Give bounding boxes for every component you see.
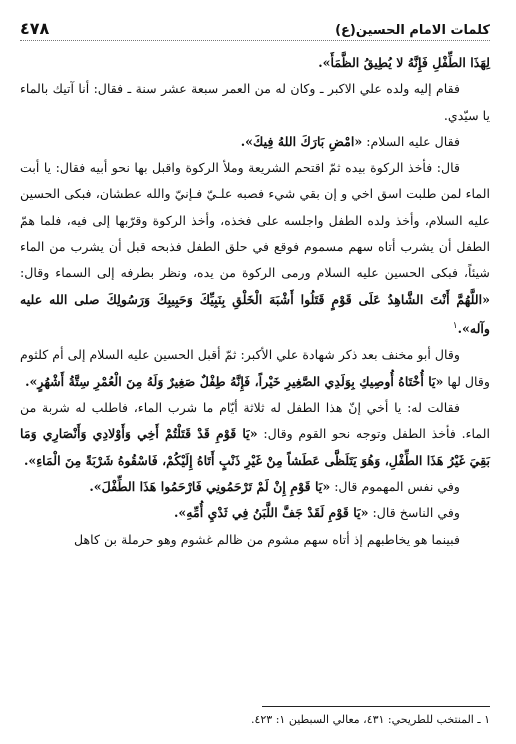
paragraph-3: [20, 129, 490, 155]
paragraph-4: [20, 155, 490, 342]
paragraph-7-text: وفي نفس المهموم قال:: [330, 478, 460, 494]
quote-5: «يَا أُخْتَاهُ أُوصِيكِ بِوَلَدِي الصَّغِيرِ خَيْراً، فَإِنَّهُ طِفْلٌ صَغِيرٌ وَلَهُ مِنَ الْعُمْرِ سِتَّةُ أَشْهُرٍ».: [25, 373, 444, 389]
page-header: [20, 14, 490, 41]
footnote-marker: ١: [452, 320, 458, 331]
paragraph-2: فقام إليه ولده علي الاكبر ـ وكان له من العمر سبعة عشر سنة ـ فقال: أنا آتيك بالماء يا سيّدي.: [20, 81, 490, 123]
paragraph-5-text: وقال أبو مخنف بعد ذكر شهادة علي الأكبر: ثمّ أقبل الحسين عليه السلام إلى أم كلثوم وقال لها: [20, 347, 490, 389]
paragraph-4-text: قال: فأخذ الركوة بيده ثمّ اقتحم الشريعة وملأ الركوة واقبل بها نحو أبيه فقال: يا أبت الماء لمن طلبت اسق اخي و إن بقي شيء فصبه علـيّ فـإنيّ والله عطشان، فبكى الحسين عليه السلام، وأخذ ولده الطفل واجلسه على فخذه، وأخذ الركوة وقرّبها إلى فيه، فلما همّ الطفل أن يشرب أتاه سهم مسموم فوقع في حلق الطفل فذبحه قبل أن يشرب من الماء شيئاً، فبكى الحسين عليه السلام ورمى الركوة من يده، ونظر بطرفه إلى السماء وقال:: [20, 160, 490, 281]
footnote-divider: [262, 706, 490, 707]
paragraph-5: [20, 342, 490, 395]
paragraph-8: [20, 500, 490, 526]
paragraph-1: [20, 50, 490, 76]
paragraph-9: فبينما هو يخاطبهم إذ أتاه سهم مشوم من ظالم غشوم وهو حرملة بن كاهل: [73, 531, 460, 547]
body-text: [20, 50, 490, 553]
quote-4: «اللَّهُمَّ أَنْتَ الشَّاهِدُ عَلَى قَوْمٍ قَتَلُوا أَشْبَهَ الْخَلْقِ بِنَبِيِّكَ وَحَبِيبِكَ وَرَسُولِكَ صلى الله عليه وآله».: [20, 291, 490, 337]
quote-6: «يَا قَوْمِ قَدْ قَتَلْتُمْ أَخِي وَأَوْلادِي وَأَنْصَارِي وَمَا بَقِيَ غَيْرُ هَذَا الطِّفْلِ، وَهُوَ يَتَلَظَّى عَطَشاً مِنْ غَيْرِ ذَنْبٍ أَتَاهُ إِلَيْكُمْ، فَاسْقُوهُ شَرْبَةً مِنَ الْمَاءِ».: [20, 426, 490, 468]
quote-8: «يَا قَوْمِ لَقَدْ جَفَّ اللَّبَنُ فِي ثَدْيِ أُمِّهِ».: [173, 505, 369, 521]
quote-3: «امْضِ بَارَكَ اللهُ فِيكَ».: [240, 133, 363, 149]
paragraph-8-text: وفي الناسخ قال:: [368, 505, 460, 521]
paragraph-3-text: فقال عليه السلام:: [362, 133, 460, 149]
page-number: ٤٧٨: [20, 19, 50, 38]
running-title: كلمات الامام الحسين(ع): [335, 23, 490, 38]
quote-1: لِهَذَا الطِّفْلِ فَإِنَّهُ لا يُطِيقُ الظَّمَأَ».: [318, 55, 490, 70]
paragraph-6-text: فقالت له: يا أخي إنّ هذا الطفل له ثلاثة أيّام ما شرب الماء، فاطلب له شربة من الماء. فأخذ الطفل وتوجه نحو القوم وقال:: [20, 400, 490, 442]
paragraph-6: [20, 395, 490, 474]
quote-7: «يَا قَوْمِ إِنْ لَمْ تَرْحَمُونِي فَارْحَمُوا هَذَا الطِّفْلَ».: [89, 478, 331, 494]
footnote: ١ ـ المنتخب للطريحي: ٤٣١، معالي السبطين ١: ٤٢٣.: [250, 713, 490, 726]
paragraph-7: [20, 474, 490, 500]
